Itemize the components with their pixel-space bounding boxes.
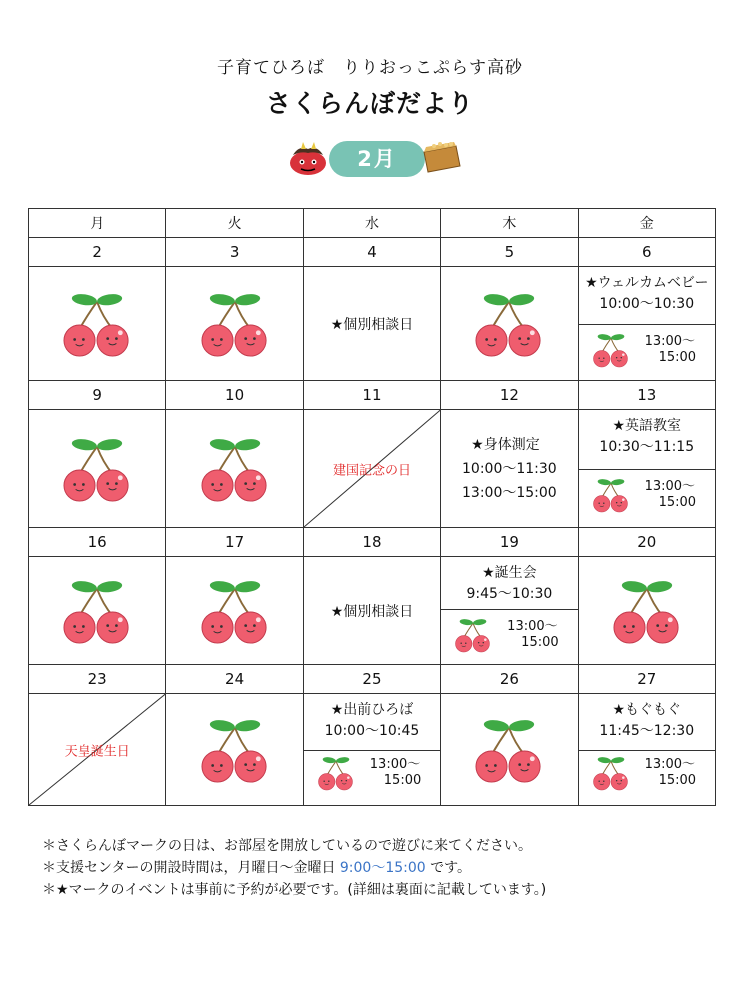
day-cell: [578, 694, 715, 806]
day-cell: [303, 557, 440, 665]
bean-box-icon: [420, 138, 464, 174]
date-cell: 4: [303, 238, 440, 267]
cherry-icon: [470, 716, 548, 784]
date-cell: 11: [303, 381, 440, 410]
cherry-icon: [196, 577, 274, 645]
afternoon-end: 15:00: [521, 635, 559, 650]
afternoon-open: [579, 747, 715, 805]
event-title: ★誕生会: [482, 565, 537, 581]
day-cell: [29, 267, 166, 381]
note-line-2: [42, 857, 546, 879]
event-mogumogu: [579, 694, 715, 751]
date-cell: 13: [578, 381, 715, 410]
event-time: 13:00～15:00: [462, 484, 557, 501]
date-cell: 9: [29, 381, 166, 410]
date-cell: 26: [441, 665, 578, 694]
afternoon-open: [579, 469, 715, 527]
day-cell: [578, 557, 715, 665]
event-time: 10:30～11:15: [599, 439, 695, 455]
event-birthday: [441, 557, 577, 610]
day-cell: [441, 267, 578, 381]
cherry-icon: [314, 755, 358, 791]
event-title: ★ウェルカムベビー: [585, 275, 709, 291]
cherry-icon: [608, 577, 686, 645]
note-text: です。: [425, 860, 472, 876]
cherry-icon: [451, 617, 495, 653]
day-cell: [29, 410, 166, 528]
date-cell: 24: [166, 665, 303, 694]
afternoon-open: [441, 609, 577, 664]
date-cell: 23: [29, 665, 166, 694]
opening-hours: 9:00～15:00: [339, 860, 426, 876]
facility-name: 子育てひろば りりおっこぷらす高砂: [217, 58, 523, 78]
note-line-3: ＊★マークのイベントは事前に予約が必要です。(詳細は裏面に記載しています。): [42, 882, 547, 898]
afternoon-end: 15:00: [658, 773, 697, 788]
day-cell: [166, 267, 303, 381]
date-cell: 16: [29, 528, 166, 557]
cherry-icon: [58, 577, 136, 645]
day-cell: [578, 267, 715, 381]
day-cell: [441, 410, 578, 528]
date-cell: 20: [578, 528, 715, 557]
afternoon-start: 13:00～: [507, 619, 558, 634]
cherry-icon: [196, 290, 274, 358]
day-cell: [166, 694, 303, 806]
date-cell: 17: [166, 528, 303, 557]
event-welcome-baby: [579, 267, 715, 325]
date-cell: 18: [303, 528, 440, 557]
day-cell: [29, 557, 166, 665]
afternoon-end: 15:00: [658, 350, 697, 365]
date-cell: 19: [441, 528, 578, 557]
event-time: 9:45～10:30: [466, 586, 553, 602]
day-cell: [441, 694, 578, 806]
afternoon-open: [304, 747, 440, 805]
notes: [42, 835, 546, 901]
day-cell: [29, 694, 166, 806]
weekday-mon: 月: [29, 209, 166, 238]
afternoon-start: 13:00～: [644, 479, 696, 494]
event-time: 10:00～10:30: [599, 296, 695, 312]
day-cell: [303, 694, 440, 806]
day-cell: [303, 267, 440, 381]
afternoon-end: 15:00: [658, 495, 697, 510]
calendar-table: [28, 208, 716, 806]
event-title: ★英語教室: [612, 418, 682, 434]
date-cell: 10: [166, 381, 303, 410]
date-cell: 3: [166, 238, 303, 267]
event-english: [579, 410, 715, 470]
date-cell: 25: [303, 665, 440, 694]
cherry-icon: [196, 716, 274, 784]
event-outreach: [304, 694, 440, 751]
afternoon-start: 13:00～: [369, 757, 421, 772]
oni-icon: [287, 141, 329, 177]
day-cell: [166, 410, 303, 528]
date-cell: 2: [29, 238, 166, 267]
date-cell: 12: [441, 381, 578, 410]
date-cell: 27: [578, 665, 715, 694]
afternoon-end: 15:00: [383, 773, 422, 788]
date-cell: 5: [441, 238, 578, 267]
event-title: ★身体測定: [471, 436, 540, 453]
afternoon-open: [579, 324, 715, 380]
day-cell: [303, 410, 440, 528]
event-consultation: ★個別相談日: [330, 603, 414, 620]
month-badge: 2月: [329, 141, 425, 177]
weekday-fri: 金: [578, 209, 715, 238]
cherry-icon: [470, 290, 548, 358]
weekday-wed: 水: [303, 209, 440, 238]
newsletter-title: さくらんぼだより: [265, 89, 474, 118]
cherry-icon: [589, 332, 633, 368]
note-line-1: ＊さくらんぼマークの日は、お部屋を開放しているので遊びに来てください。: [42, 838, 532, 854]
event-time: 10:00～10:45: [324, 723, 420, 739]
cherry-icon: [589, 477, 633, 513]
date-cell: 6: [578, 238, 715, 267]
cherry-icon: [58, 435, 136, 503]
day-cell: [166, 557, 303, 665]
afternoon-start: 13:00～: [644, 757, 696, 772]
event-title: ★出前ひろば: [330, 702, 414, 718]
event-time: 11:45～12:30: [599, 723, 695, 739]
event-time: 10:00～11:30: [462, 460, 557, 477]
holiday-label: 天皇誕生日: [64, 744, 130, 759]
weekday-thu: 木: [441, 209, 578, 238]
cherry-icon: [196, 435, 274, 503]
event-measurement: [441, 433, 577, 505]
weekday-tue: 火: [166, 209, 303, 238]
day-cell: [441, 557, 578, 665]
event-consultation: ★個別相談日: [330, 316, 414, 333]
afternoon-start: 13:00～: [644, 334, 696, 349]
day-cell: [578, 410, 715, 528]
cherry-icon: [58, 290, 136, 358]
cherry-icon: [589, 755, 633, 791]
note-text: ＊支援センターの開設時間は，月曜日～金曜日: [42, 860, 340, 876]
event-title: ★もぐもぐ: [612, 702, 682, 718]
holiday-label: 建国記念の日: [332, 463, 411, 478]
